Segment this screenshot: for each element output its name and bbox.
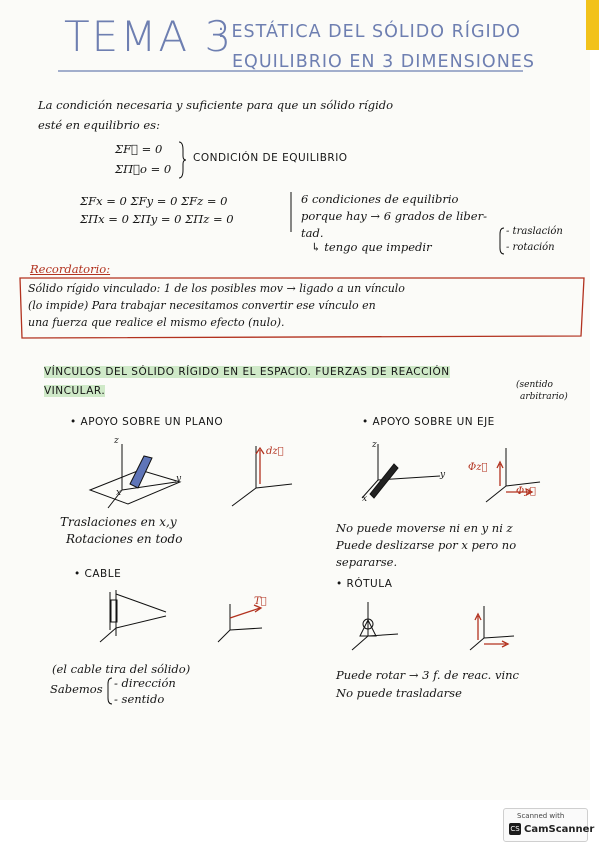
rotula-text2: No puede trasladarse [336, 686, 462, 700]
equation-force: ΣF⃗ = 0 [115, 142, 163, 156]
camscanner-text: CamScanner [524, 824, 595, 835]
components-forces: ΣFx = 0 ΣFy = 0 ΣFz = 0 [80, 194, 228, 208]
side-note-arbitrario: arbitrario) [520, 392, 568, 402]
rotula-heading: • RÓTULA [336, 578, 393, 590]
note-impedir: ↳ tengo que impedir [311, 240, 432, 254]
intro-line1: La condición necesaria y suficiente para que un sólido rígido [38, 98, 394, 112]
axis-x-label: x [362, 494, 368, 504]
cable-item-direccion: - dirección [114, 676, 176, 690]
cable-force-figure [214, 596, 284, 646]
vinculos-heading-line2: VINCULAR. [44, 385, 106, 397]
note-rotacion: - rotación [506, 242, 555, 253]
rotula-figure [346, 598, 406, 658]
axis-y-label: y [440, 470, 446, 480]
apoyo-plano-heading: • APOYO SOBRE UN PLANO [70, 416, 224, 428]
brace-icon [177, 140, 187, 180]
yellow-tab-marker [586, 0, 599, 50]
components-moments: ΣΠx = 0 ΣΠy = 0 ΣΠz = 0 [80, 212, 234, 226]
brace-icon [498, 226, 506, 256]
apoyo-plano-traslaciones: Traslaciones en x,y [60, 515, 177, 529]
recordatorio-line3: una fuerza que realice el mismo efecto (nulo). [28, 316, 285, 329]
cable-item-sentido: - sentido [114, 692, 165, 706]
axis-x-label: x [116, 488, 122, 498]
apoyo-eje-text2: Puede deslizarse por x pero no [336, 538, 517, 552]
force-t-label: T⃗ [254, 596, 267, 607]
title-underline [58, 68, 528, 74]
apoyo-eje-text3: separarse. [336, 555, 398, 569]
vinculos-heading-line1: VÍNCULOS DEL SÓLIDO RÍGIDO EN EL ESPACIO. FUERZAS DE REACCIÓN [44, 366, 450, 378]
force-phiz-label: Φz⃗ [468, 462, 488, 473]
title-tema: TEMA 3 [64, 12, 234, 61]
force-phiy-label: Φy⃗ [516, 486, 536, 497]
axis-z-label: z [372, 440, 377, 450]
axis-z-label: z [114, 436, 119, 446]
rotula-force-figure [462, 600, 522, 656]
apoyo-plano-force-figure [224, 440, 304, 510]
intro-line2: esté en equilibrio es: [38, 118, 160, 132]
cable-figure [98, 586, 178, 646]
apoyo-eje-force-figure [480, 440, 550, 510]
apoyo-plano-rotaciones: Rotaciones en todo [66, 532, 183, 546]
recordatorio-line1: Sólido rígido vinculado: 1 de los posibles mov → ligado a un vínculo [28, 282, 405, 295]
apoyo-plano-figure [80, 432, 190, 512]
cable-text1: (el cable tira del sólido) [52, 662, 191, 676]
rotula-text1: Puede rotar → 3 f. de reac. vinc [336, 668, 520, 682]
brace-icon [106, 676, 114, 706]
axis-y-label: y [176, 474, 182, 484]
note-traslacion: - traslación [506, 226, 563, 237]
cable-sabemos: Sabemos [50, 682, 103, 696]
scanned-with-text: Scanned with [517, 812, 565, 820]
camscanner-badge [503, 808, 595, 842]
title-line1: : ESTÁTICA DEL SÓLIDO RÍGIDO [218, 22, 521, 42]
camscanner-logo-icon: CS [510, 825, 520, 833]
apoyo-eje-heading: • APOYO SOBRE UN EJE [362, 416, 495, 428]
equation-moment: ΣΠ⃗o = 0 [115, 162, 172, 176]
recordatorio-heading: Recordatorio: [30, 262, 111, 276]
brace-icon [288, 190, 296, 234]
condition-label: CONDICIÓN DE EQUILIBRIO [193, 152, 348, 164]
note-degrees-freedom: porque hay → 6 grados de liber- [301, 209, 487, 223]
cable-heading: • CABLE [74, 568, 122, 580]
apoyo-eje-text1: No puede moverse ni en y ni z [336, 521, 513, 535]
note-tad: tad. [301, 226, 324, 240]
force-dz-label: dz⃗ [266, 446, 284, 457]
recordatorio-line2: (lo impide) Para trabajar necesitamos convertir ese vínculo en [28, 299, 376, 312]
side-note-sentido: (sentido [516, 380, 553, 390]
title-line2: EQUILIBRIO EN 3 DIMENSIONES [232, 52, 535, 72]
note-six-conditions: 6 condiciones de equilibrio [301, 192, 459, 206]
